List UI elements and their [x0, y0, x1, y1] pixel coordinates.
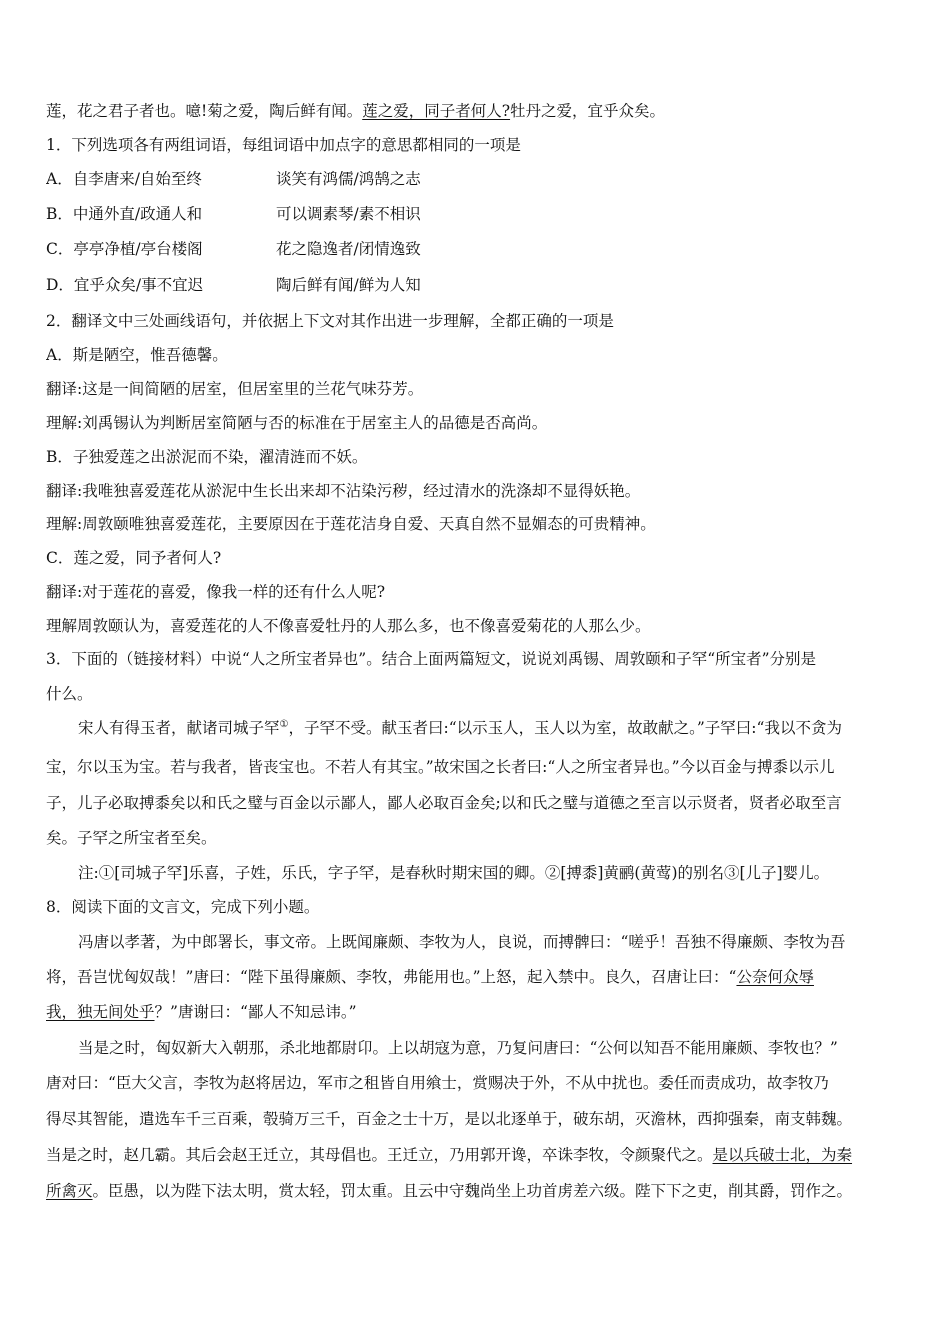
q1-option-d: [46, 273, 906, 297]
footnote-mark: ①: [279, 718, 289, 730]
classical-passage-line: [46, 1000, 906, 1024]
classical-passage-line: 当是之时，匈奴新大入朝那，杀北地都尉卬。上以胡寇为意，乃复问唐曰：“公何以知吾不能用廉颇、李牧也？”: [78, 1039, 838, 1057]
question-2-stem: 2．翻译文中三处画线语句，并依据上下文对其作出进一步理解，全都正确的一项是: [46, 312, 614, 330]
text-segment: 将，吾岂忧匈奴哉！”唐曰：“陛下虽得廉颇、李牧，弗能用也。”上怒，起入禁中。良久，召唐让曰：“: [46, 968, 737, 986]
intro-closing-line: [46, 99, 906, 123]
classical-passage-line: [46, 1179, 906, 1203]
underlined-sentence: 公奈何众辱: [736, 968, 814, 986]
link-passage-line: 子，儿子必取搏黍矣以和氏之璧与百金以示鄙人，鄙人必取百金矣;以和氏之璧与道德之至言以示贤者，贤者必取至言: [46, 794, 842, 812]
link-passage-line: 矣。子罕之所宝者至矣。: [46, 829, 217, 847]
q2-line: A．斯是陋空，惟吾德馨。: [46, 346, 228, 364]
q1-option-d-right: 陶后鲜有闻/鲜为人知: [276, 276, 421, 294]
q1-option-c-right: 花之隐逸者/闭情逸致: [276, 240, 421, 258]
classical-passage-line: [46, 1143, 906, 1167]
option-left: B．中通外直/政通人和: [46, 205, 203, 223]
question-1-stem: 1．下列选项各有两组词语，每组词语中加点字的意思都相同的一项是: [46, 136, 521, 154]
option-left: D．宜乎众矣/事不宜迟: [46, 276, 204, 294]
text-segment: ，子罕不受。献玉者曰:“以示玉人，玉人以为室，故敢献之。”子罕曰:“我以不贪为: [288, 719, 842, 737]
text-segment: 莲，花之君子者也。噫!菊之爱，陶后鲜有闻。: [46, 102, 363, 120]
option-left: A．自李唐来/自始至终: [46, 170, 202, 188]
q2-line: 理解:周敦颐唯独喜爱莲花，主要原因在于莲花洁身自爱、天真自然不显媚态的可贵精神。: [46, 515, 656, 533]
q1-option-c: [46, 237, 906, 261]
link-passage-line: 宝，尔以玉为宝。若与我者，皆丧宝也。不若人有其宝。”故宋国之长者曰:“人之所宝者异也。”今以百金与搏黍以示儿: [46, 758, 835, 776]
classical-passage-line: [46, 965, 906, 989]
q1-option-b: [46, 202, 906, 226]
q1-option-b-right: 可以调素琴/素不相识: [276, 205, 421, 223]
question-3-stem-cont: 什么。: [46, 685, 93, 703]
classical-passage-line: 冯唐以孝著，为中郎署长，事文帝。上既闻廉颇、李牧为人，良说，而搏髀曰：“嗟乎！吾独不得廉颇、李牧为吾: [78, 933, 846, 951]
option-left: C．亭亭净植/亭台楼阁: [46, 240, 203, 258]
underlined-sentence: 是以兵破士北，为秦: [712, 1146, 853, 1164]
text-segment: ？”唐谢曰：“鄙人不知忌讳。”: [154, 1003, 357, 1021]
q2-line: 理解周敦颐认为，喜爱莲花的人不像喜爱牡丹的人那么多，也不像喜爱菊花的人那么少。: [46, 617, 651, 635]
q2-line: 翻译:对于莲花的喜爱，像我一样的还有什么人呢?: [46, 583, 386, 601]
text-segment: 。臣愚，以为陛下法太明，赏太轻，罚太重。且云中守魏尚坐上功首虏差六级。陛下下之吏，削其爵，罚作之。: [92, 1182, 853, 1200]
q2-line: 翻译:我唯独喜爱莲花从淤泥中生长出来却不沾染污秽，经过清水的洗涤却不显得妖艳。: [46, 482, 641, 500]
q1-option-a-right: 谈笑有鸿儒/鸿鹄之志: [276, 170, 421, 188]
q2-line: 翻译:这是一间简陋的居室，但居室里的兰花气味芬芳。: [46, 380, 424, 398]
text-segment: 牡丹之爱，宜乎众矣。: [510, 102, 666, 120]
q1-option-a: [46, 167, 906, 191]
q2-line: B．子独爱莲之出淤泥而不染，濯清涟而不妖。: [46, 448, 368, 466]
classical-passage-line: 得尽其智能，遣选车千三百乘，彀骑万三千，百金之士十万，是以北逐单于，破东胡，灭澹林，西抑强秦，南支韩魏。: [46, 1110, 853, 1128]
text-segment: 宋人有得玉者，献诸司城子罕: [78, 719, 280, 737]
link-passage-line: [78, 716, 906, 740]
text-segment: 当是之时，赵几霸。其后会赵王迁立，其母倡也。王迁立，乃用郭开谗，卒诛李牧，令颜聚代之。: [46, 1146, 713, 1164]
classical-passage-line: 唐对曰：“臣大父言，李牧为赵将居边，军市之租皆自用飨士，赏赐决于外，不从中扰也。委任而责成功，故李牧乃: [46, 1074, 829, 1092]
q2-line: 理解:刘禹锡认为判断居室简陋与否的标准在于居室主人的品德是否高尚。: [46, 414, 548, 432]
q2-line: C．莲之爱，同予者何人?: [46, 549, 222, 567]
underlined-sentence: 我，独无间处乎: [46, 1003, 155, 1021]
question-3-stem: 3．下面的（链接材料）中说“人之所宝者异也”。结合上面两篇短文，说说刘禹锡、周敦颐和子罕“所宝者”分别是: [46, 650, 817, 668]
footnote: 注:①[司城子罕]乐喜，子姓，乐氏，字子罕，是春秋时期宋国的卿。②[搏黍]黄鹂(黄莺)的别名③[儿子]婴儿。: [78, 864, 830, 882]
underlined-sentence: 莲之爱，同子者何人?: [362, 102, 511, 120]
underlined-sentence: 所禽灭: [46, 1182, 93, 1200]
question-8-stem: 8．阅读下面的文言文，完成下列小题。: [46, 898, 320, 916]
